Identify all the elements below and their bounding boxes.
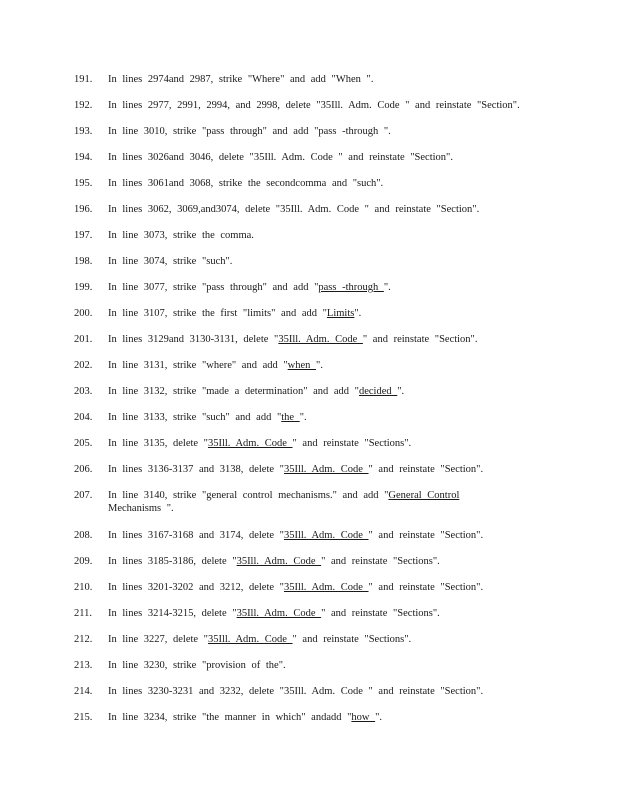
item-number: 195. [74,178,93,189]
item-number: 205. [74,438,93,449]
item-number: 191. [74,74,93,85]
item-text: In lines 3062, 3069,and3074, delete "35Ill. Adm. Code " and reinstate "Section". [108,204,480,215]
item-number: 214. [74,686,93,697]
inserted-text: Mechanisms [108,503,167,514]
item-text: In line 3227, delete "35Ill. Adm. Code " and reinstate "Sections". [108,634,412,645]
item-number: 203. [74,386,93,397]
inserted-text: 35Ill. Adm. Code [283,582,369,593]
item-text: In lines 3061and 3068, strike the secondcomma and "such". [108,178,384,189]
item-text: In line 3077, strike "pass through" and add "pass -through ". [108,282,391,293]
item-text: In lines 3201-3202 and 3212, delete "35Ill. Adm. Code " and reinstate "Section". [108,582,484,593]
item-text: In lines 3026and 3046, delete "35Ill. Adm. Code " and reinstate "Section". [108,152,453,163]
item-text: In line 3132, strike "made a determination" and add "decided ". [108,386,405,397]
item-number: 209. [74,556,93,567]
item-number: 196. [74,204,93,215]
item-text: In line 3074, strike "such". [108,256,233,267]
item-text: In line 3107, strike the first "limits" and add "Limits". [108,308,362,319]
inserted-text: 35Ill. Adm. Code [283,464,369,475]
inserted-text: 35Ill. Adm. Code [236,556,322,567]
item-text: In line 3135, delete "35Ill. Adm. Code " and reinstate "Sections". [108,438,412,449]
item-text: In lines 3185-3186, delete "35Ill. Adm. Code " and reinstate "Sections". [108,556,440,567]
item-number: 210. [74,582,93,593]
item-text: In lines 2977, 2991, 2994, and 2998, delete "35Ill. Adm. Code " and reinstate "Section". [108,100,520,111]
inserted-text: 35Ill. Adm. Code [283,530,369,541]
inserted-text: decided [358,386,398,397]
inserted-text: 35Ill. Adm. Code [236,608,322,619]
inserted-text: pass -through [318,282,384,293]
item-text: In line 3133, strike "such" and add "the ". [108,412,307,423]
item-number: 202. [74,360,93,371]
inserted-text: the [281,412,300,423]
inserted-text: when [287,360,317,371]
list-item [74,489,554,515]
item-text: In lines 3167-3168 and 3174, delete "35Ill. Adm. Code " and reinstate "Section". [108,530,484,541]
item-text: In lines 2974and 2987, strike "Where" and add "When ". [108,74,374,85]
item-text-continuation: Mechanisms ". [108,503,174,514]
item-number: 198. [74,256,93,267]
item-text: In lines 3136-3137 and 3138, delete "35Ill. Adm. Code " and reinstate "Section". [108,464,484,475]
item-number: 206. [74,464,93,475]
item-number: 199. [74,282,93,293]
item-number: 215. [74,712,93,723]
item-text: In lines 3214-3215, delete "35Ill. Adm. Code " and reinstate "Sections". [108,608,440,619]
item-number: 200. [74,308,93,319]
item-text: In lines 3230-3231 and 3232, delete "35Ill. Adm. Code " and reinstate "Section". [108,686,484,697]
item-number: 201. [74,334,93,345]
item-number: 207. [74,490,93,501]
item-text: In line 3234, strike "the manner in which" andadd "how ". [108,712,383,723]
item-text: In line 3010, strike "pass through" and add "pass -through ". [108,126,391,137]
item-number: 204. [74,412,93,423]
item-number: 211. [74,608,92,619]
inserted-text: General Control [388,490,460,501]
item-number: 192. [74,100,93,111]
inserted-text: 35Ill. Adm. Code [278,334,363,345]
inserted-text: Limits [326,308,355,319]
item-number: 213. [74,660,93,671]
item-text: In line 3073, strike the comma. [108,230,254,241]
inserted-text: 35Ill. Adm. Code [207,438,293,449]
item-text: In line 3131, strike "where" and add "when ". [108,360,323,371]
item-number: 208. [74,530,93,541]
item-text: In line 3230, strike "provision of the". [108,660,286,671]
item-text: In line 3140, strike "general control mechanisms." and add "General Control [108,490,460,501]
item-text: In lines 3129and 3130-3131, delete "35Ill. Adm. Code " and reinstate "Section". [108,334,478,345]
item-number: 193. [74,126,93,137]
item-number: 212. [74,634,93,645]
item-number: 194. [74,152,93,163]
item-number: 197. [74,230,93,241]
inserted-text: 35Ill. Adm. Code [207,634,293,645]
inserted-text: how [351,712,376,723]
